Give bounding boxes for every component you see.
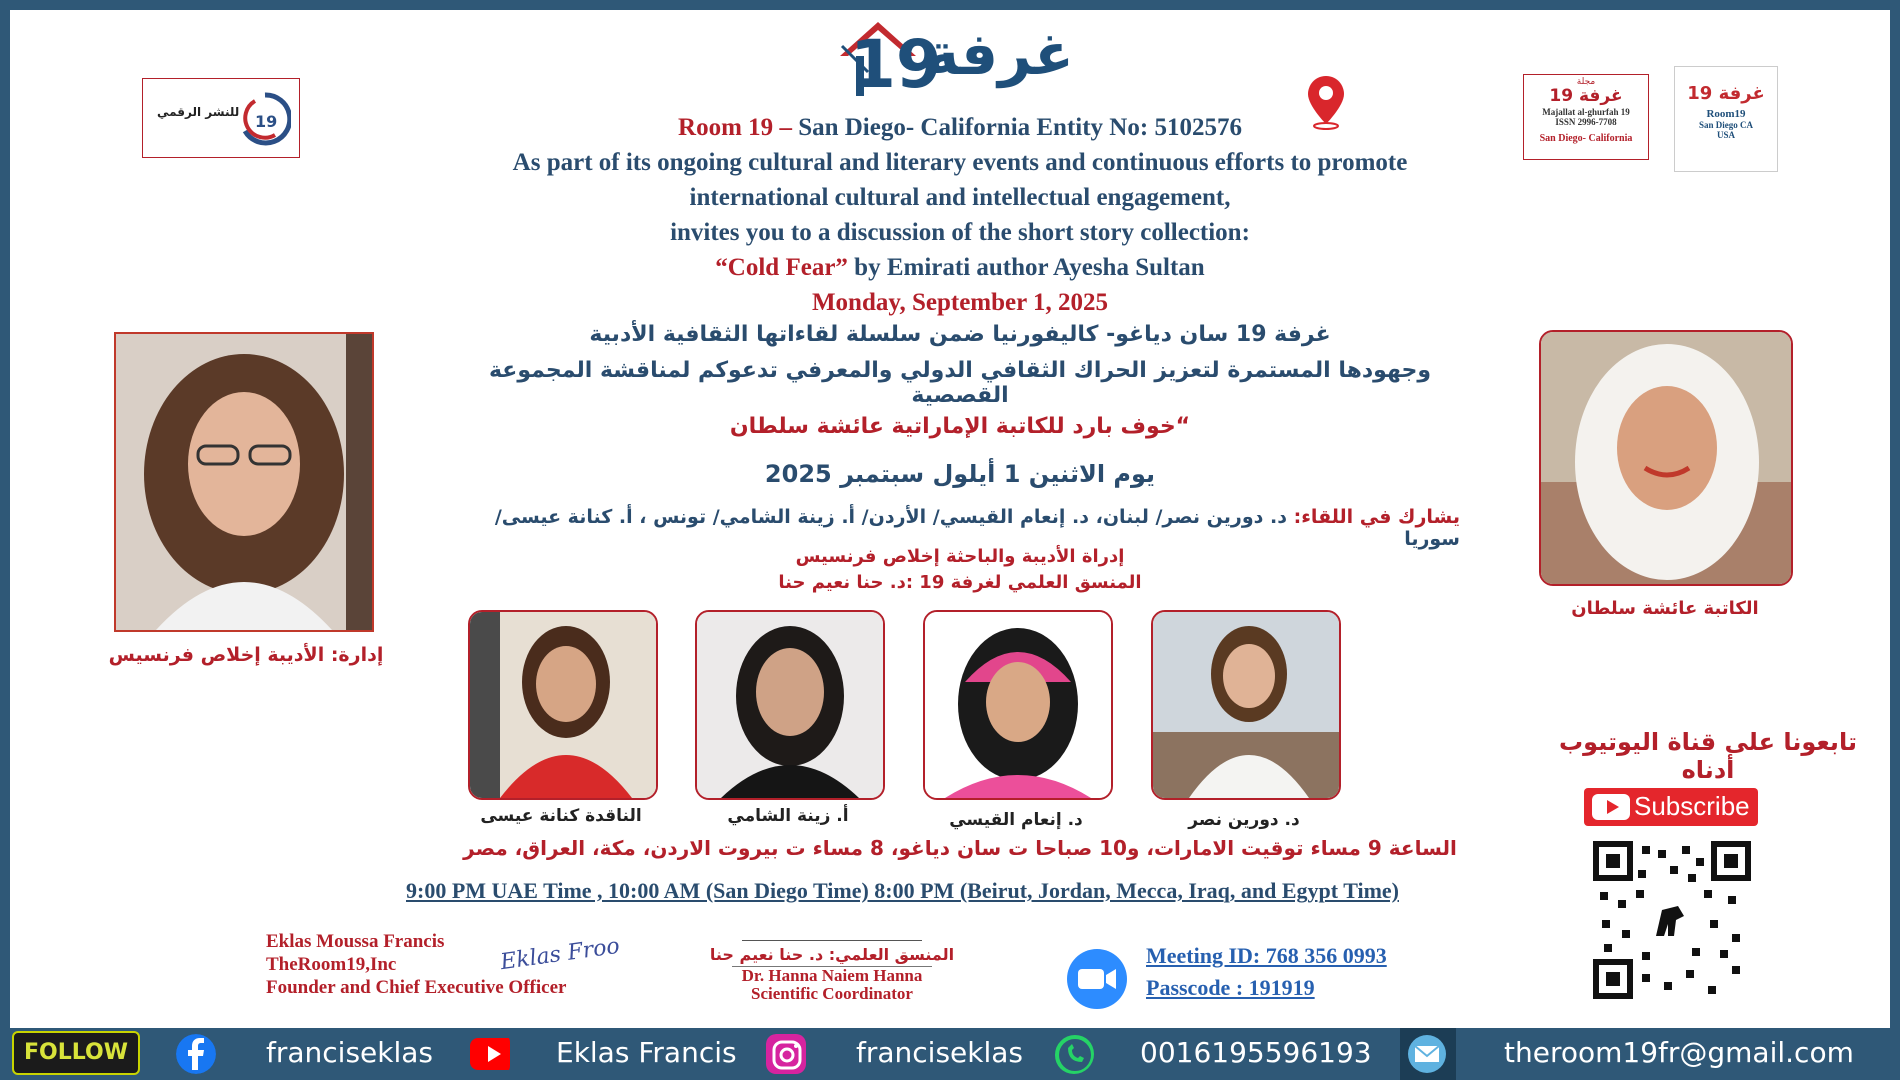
- author-portrait-icon: [1541, 332, 1791, 584]
- logo-arabic: غرفة: [925, 20, 1074, 88]
- arabic-line-1: غرفة 19 سان دياغو- كاليفورنيا ضمن سلسلة لقاءاتها الثقافية الأدبية: [589, 322, 1331, 347]
- youtube-subscribe-button[interactable]: Subscribe: [1584, 788, 1758, 826]
- magazine-logo: مجلة غرفة 19 Majallat al-ghurfah 19 ISSN 2996-7708 San Diego- California: [1523, 74, 1649, 160]
- instagram-icon[interactable]: [766, 1034, 806, 1074]
- email-address[interactable]: theroom19fr@gmail.com: [1504, 1036, 1854, 1069]
- panelist-photo-dorine: [1151, 610, 1341, 800]
- room19-usa-logo: غرفة 19 Room19 San Diego CA USA: [1674, 66, 1778, 172]
- email-icon[interactable]: [1406, 1034, 1448, 1074]
- participants-line: يشارك في اللقاء: د. دورين نصر/ لبنان، د. إنعام القيسي/ الأردن/ أ. زينة الشامي/ تونس ، أ. كنانة عيسى/ سوريا: [494, 506, 1460, 550]
- poster: [10, 10, 1890, 1028]
- entity-line: Room 19 – San Diego- California Entity No: 5102576: [678, 114, 1242, 141]
- digital-publishing-logo: للنشر الرقمي 19: [142, 78, 300, 158]
- founder-signature: Eklas Froo: [498, 933, 622, 976]
- youtube-qr-code-icon[interactable]: [1592, 840, 1752, 1000]
- founder-block: Eklas Moussa Francis TheRoom19,Inc Founder and Chief Executive Officer: [266, 931, 567, 998]
- arabic-line-2: وجهودها المستمرة لتعزيز الحراك الثقافي الدولي والمعرفي تدعوكم لمناقشة المجموعة القصصية: [488, 358, 1432, 408]
- panelist-dorine-portrait-icon: [1153, 612, 1339, 798]
- panelist-caption-inaam: د. إنعام القيسي: [949, 810, 1083, 830]
- moderator-portrait-icon: [116, 334, 372, 630]
- coordinator-line: المنسق العلمي لغرفة 19 :د. حنا نعيم حنا: [778, 572, 1142, 593]
- date-english: Monday, September 1, 2025: [811, 289, 1109, 316]
- panelist-kinana-portrait-icon: [470, 612, 656, 798]
- panelist-inaam-portrait-icon: [925, 612, 1111, 798]
- meeting-id[interactable]: Meeting ID: 768 356 0993: [1146, 943, 1387, 968]
- panelist-caption-kinana: الناقدة كنانة عيسى: [480, 806, 642, 826]
- coordinator-signature-line: [742, 930, 922, 941]
- instagram-handle[interactable]: franciseklas: [856, 1036, 1024, 1069]
- panelist-caption-zeina: أ. زينة الشامي: [727, 806, 849, 826]
- intro-line-2: international cultural and intellectual engagement,: [689, 184, 1231, 211]
- panelist-photo-kinana: [468, 610, 658, 800]
- facebook-handle[interactable]: franciseklas: [266, 1036, 434, 1069]
- meeting-passcode: Passcode : 191919: [1146, 975, 1315, 1000]
- moderator-caption: إدارة: الأديبة إخلاص فرنسيس: [108, 644, 384, 666]
- whatsapp-icon[interactable]: [1054, 1034, 1094, 1074]
- author-caption: الكاتبة عائشة سلطان: [1571, 598, 1759, 619]
- moderator-photo: [114, 332, 374, 632]
- panelist-caption-dorine: د. دورين نصر: [1188, 810, 1300, 830]
- book-line: “Cold Fear” by Emirati author Ayesha Sultan: [715, 254, 1205, 281]
- english-time-line: 9:00 PM UAE Time , 10:00 AM (San Diego Time) 8:00 PM (Beirut, Jordan, Mecca, Iraq, and Egypt Time): [406, 878, 1399, 903]
- svg-text:19: 19: [255, 112, 278, 131]
- author-photo: [1539, 330, 1793, 586]
- intro-line-3: invites you to a discussion of the short story collection:: [670, 219, 1250, 246]
- coordinator-block: المنسق العلمي: د. حنا نعيم حنا Dr. Hanna Naiem Hanna Scientific Coordinator: [702, 930, 962, 1003]
- intro-line-1: As part of its ongoing cultural and literary events and continuous efforts to promote: [512, 149, 1408, 176]
- logo-number: 19: [850, 26, 942, 103]
- meeting-info: [1146, 940, 1387, 1004]
- digital-logo-mark-icon: [235, 89, 291, 147]
- panelist-zeina-portrait-icon: [697, 612, 883, 798]
- room19-logo: [830, 12, 1074, 112]
- social-footer: [0, 1028, 1900, 1080]
- email-icon-box: [1400, 1028, 1456, 1080]
- youtube-follow-text: تابعونا على قناة اليوتيوب أدناه: [1559, 728, 1857, 784]
- management-line: إدراة الأديبة والباحثة إخلاص فرنسيس: [795, 546, 1125, 567]
- arabic-time-line: الساعة 9 مساء توقيت الامارات، و10 صباحا ت سان دياغو، 8 مساء ت بيروت الاردن، مكة، العراق، مصر: [463, 836, 1457, 860]
- facebook-icon[interactable]: [176, 1034, 216, 1074]
- youtube-play-icon: [1592, 794, 1630, 820]
- youtube-handle[interactable]: Eklas Francis: [556, 1036, 737, 1069]
- panelist-photo-inaam: [923, 610, 1113, 800]
- panelist-photo-zeina: [695, 610, 885, 800]
- arabic-date: يوم الاثنين 1 أيلول سبتمبر 2025: [764, 460, 1156, 488]
- whatsapp-number[interactable]: 0016195596193: [1140, 1036, 1372, 1069]
- arabic-book: “خوف بارد للكاتبة الإماراتية عائشة سلطان: [729, 414, 1191, 439]
- english-header: [450, 110, 1470, 320]
- follow-badge: FOLLOW: [12, 1031, 140, 1075]
- youtube-icon[interactable]: [470, 1034, 510, 1074]
- zoom-icon[interactable]: [1066, 948, 1128, 1010]
